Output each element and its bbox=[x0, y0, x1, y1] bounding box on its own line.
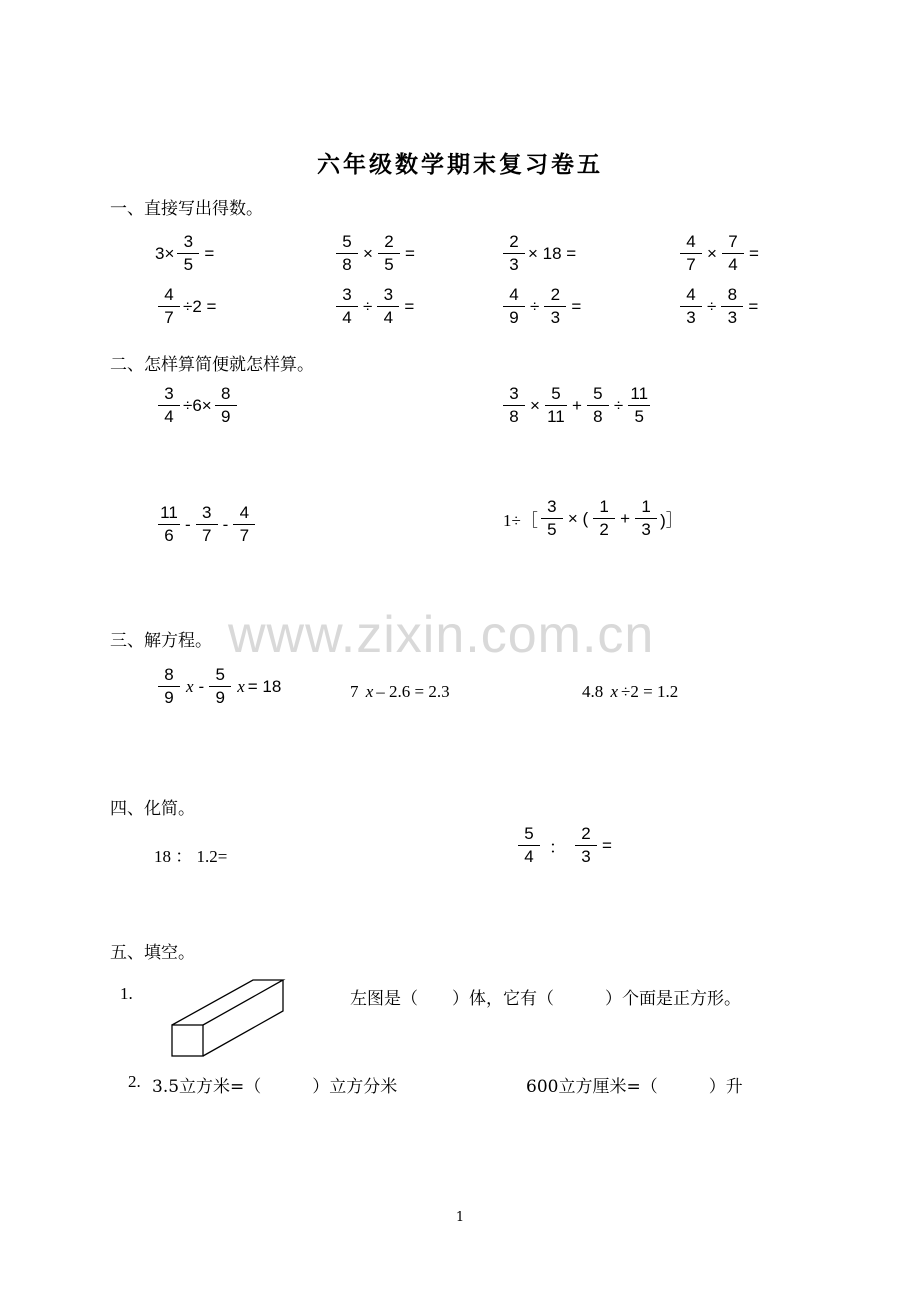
denominator: 9 bbox=[215, 688, 225, 707]
fraction bbox=[541, 497, 563, 540]
fraction-bar bbox=[503, 405, 525, 406]
fraction-bar bbox=[680, 253, 702, 254]
fraction bbox=[336, 285, 358, 328]
numerator: 4 bbox=[239, 503, 250, 522]
fraction-bar bbox=[503, 306, 525, 307]
numerator: 8 bbox=[727, 285, 738, 304]
numerator: 2 bbox=[581, 824, 591, 843]
q1-number: 1. bbox=[120, 984, 133, 1003]
s4-ratio-1: 18 ： 1.2= bbox=[154, 847, 228, 866]
fraction-bar bbox=[158, 405, 180, 406]
denominator: 2 bbox=[599, 520, 609, 539]
numerator: 3 bbox=[547, 497, 557, 516]
denominator: 5 bbox=[384, 255, 394, 274]
page-number: 1 bbox=[455, 1210, 465, 1225]
numerator: 5 bbox=[342, 232, 352, 251]
fraction bbox=[158, 503, 180, 546]
fraction-bar bbox=[545, 405, 567, 406]
denominator: 9 bbox=[220, 407, 231, 426]
numerator: 8 bbox=[220, 384, 231, 403]
fraction-bar bbox=[158, 306, 180, 307]
fraction bbox=[680, 232, 702, 275]
fraction bbox=[575, 824, 597, 867]
fraction bbox=[628, 384, 650, 427]
fraction bbox=[545, 384, 567, 427]
text: ÷6× bbox=[183, 395, 212, 415]
numerator: 7 bbox=[728, 232, 738, 251]
operator: - bbox=[198, 676, 205, 696]
section-3-heading: 三、解方程。 bbox=[110, 631, 212, 651]
denominator: 3 bbox=[686, 308, 696, 327]
fraction-bar bbox=[593, 518, 615, 519]
denominator: 7 bbox=[686, 255, 696, 274]
s2-problem-2 bbox=[500, 384, 653, 427]
operator: ÷ bbox=[530, 296, 540, 316]
numerator: 5 bbox=[593, 384, 603, 403]
equals: = bbox=[748, 243, 759, 263]
fraction bbox=[503, 384, 525, 427]
fraction bbox=[503, 232, 525, 275]
q2-part-b: 600立方厘米=（ ）升 bbox=[526, 1077, 743, 1097]
s3-equation-3 bbox=[582, 682, 678, 702]
cuboid-figure bbox=[168, 976, 288, 1060]
text: )］ bbox=[660, 511, 683, 530]
fraction bbox=[721, 285, 743, 328]
numerator: 1 bbox=[599, 497, 609, 516]
fraction-bar bbox=[587, 405, 609, 406]
denominator: 6 bbox=[164, 526, 174, 545]
text: – 2.6 = 2.3 bbox=[376, 682, 450, 701]
numerator: 4 bbox=[686, 232, 696, 251]
s3-equation-2 bbox=[350, 682, 450, 702]
equals: = bbox=[571, 296, 582, 316]
numerator: 3 bbox=[342, 285, 352, 304]
fraction bbox=[158, 384, 180, 427]
s2-problem-4 bbox=[503, 497, 683, 540]
fraction-bar bbox=[215, 405, 237, 406]
fraction bbox=[518, 824, 540, 867]
fraction-bar bbox=[635, 518, 657, 519]
fraction-bar bbox=[177, 253, 199, 254]
numerator: 2 bbox=[509, 232, 519, 251]
operator: - bbox=[185, 514, 191, 534]
s3-equation-1 bbox=[155, 665, 281, 708]
fraction bbox=[209, 665, 231, 708]
fraction-bar bbox=[158, 686, 180, 687]
numerator: 3 bbox=[383, 285, 394, 304]
denominator: 5 bbox=[183, 255, 194, 274]
fraction bbox=[158, 665, 180, 708]
text: 7 bbox=[350, 682, 363, 701]
numerator: 3 bbox=[201, 503, 212, 522]
s1-item-i bbox=[677, 285, 760, 328]
fraction-bar bbox=[377, 306, 399, 307]
fraction bbox=[593, 497, 615, 540]
section-1-heading: 一、直接写出得数。 bbox=[110, 199, 263, 219]
numerator: 5 bbox=[215, 665, 225, 684]
operator: ÷ bbox=[707, 296, 717, 316]
operator: × bbox=[363, 243, 373, 263]
q2-part-a: 3.5立方米=（ ）立方分米 bbox=[152, 1077, 398, 1097]
fraction-bar bbox=[518, 845, 540, 846]
denominator: 4 bbox=[383, 308, 394, 327]
denominator: 3 bbox=[509, 255, 519, 274]
fraction-bar bbox=[209, 686, 231, 687]
section-4-heading: 四、化简。 bbox=[110, 799, 195, 819]
denominator: 5 bbox=[634, 407, 644, 426]
fraction-bar bbox=[336, 253, 358, 254]
fraction bbox=[336, 232, 358, 275]
operator: × bbox=[530, 395, 540, 415]
denominator: 7 bbox=[164, 308, 174, 327]
denominator: 9 bbox=[509, 308, 519, 327]
numerator: 3 bbox=[509, 384, 519, 403]
s2-problem-1 bbox=[155, 384, 240, 427]
fraction bbox=[635, 497, 657, 540]
q1-text: 左图是（ ）体，它有（ ）个面是正方形。 bbox=[350, 989, 741, 1009]
fraction-bar bbox=[158, 524, 180, 525]
denominator: 4 bbox=[164, 407, 174, 426]
variable: x bbox=[365, 682, 374, 701]
fraction bbox=[158, 285, 180, 328]
numerator: 3 bbox=[164, 384, 174, 403]
denominator: 8 bbox=[342, 255, 352, 274]
text: = 18 bbox=[247, 676, 282, 696]
fraction-bar bbox=[336, 306, 358, 307]
numerator: 11 bbox=[160, 503, 178, 522]
denominator: 8 bbox=[509, 407, 519, 426]
s1-item-e bbox=[677, 232, 761, 275]
cuboid-front-face bbox=[172, 1025, 203, 1056]
operator: ： bbox=[549, 838, 566, 857]
denominator: 11 bbox=[547, 407, 565, 426]
numerator: 2 bbox=[384, 232, 394, 251]
s1-item-b bbox=[333, 232, 417, 275]
s4-ratio-2 bbox=[515, 824, 614, 867]
fraction bbox=[233, 503, 255, 546]
numerator: 4 bbox=[509, 285, 519, 304]
fraction bbox=[587, 384, 609, 427]
fraction-bar bbox=[628, 405, 650, 406]
equals: = bbox=[748, 296, 759, 316]
operator: + bbox=[620, 508, 631, 528]
fraction bbox=[722, 232, 744, 275]
section-2-heading: 二、怎样算简便就怎样算。 bbox=[110, 355, 314, 375]
fraction-bar bbox=[233, 524, 255, 525]
s1-item-a bbox=[155, 232, 216, 275]
fraction bbox=[196, 503, 218, 546]
numerator: 3 bbox=[183, 232, 194, 251]
text: 1÷［ bbox=[503, 511, 538, 530]
denominator: 4 bbox=[728, 255, 738, 274]
text: × 18 = bbox=[528, 243, 577, 263]
fraction bbox=[177, 232, 199, 275]
text: ÷2 = bbox=[183, 296, 217, 316]
denominator: 3 bbox=[641, 520, 651, 539]
denominator: 7 bbox=[239, 526, 250, 545]
cuboid-top-face bbox=[172, 980, 283, 1025]
operator: × ( bbox=[567, 508, 589, 528]
equals: = bbox=[404, 296, 415, 316]
s2-problem-3 bbox=[155, 503, 258, 546]
denominator: 3 bbox=[727, 308, 738, 327]
operator: ÷ bbox=[613, 395, 624, 415]
fraction bbox=[215, 384, 237, 427]
q2-number: 2. bbox=[128, 1072, 141, 1091]
variable: x bbox=[237, 676, 245, 696]
variable: x bbox=[186, 676, 194, 696]
denominator: 3 bbox=[550, 308, 561, 327]
denominator: 4 bbox=[524, 847, 534, 866]
denominator: 8 bbox=[593, 407, 603, 426]
equals: = bbox=[204, 243, 215, 263]
denominator: 3 bbox=[581, 847, 591, 866]
s1-item-h bbox=[500, 285, 583, 328]
operator: × bbox=[707, 243, 717, 263]
text: 4.8 bbox=[582, 682, 608, 701]
equals: = bbox=[602, 835, 612, 855]
denominator: 5 bbox=[547, 520, 557, 539]
numerator: 5 bbox=[524, 824, 534, 843]
fraction-bar bbox=[722, 253, 744, 254]
numerator: 4 bbox=[686, 285, 696, 304]
numerator: 1 bbox=[641, 497, 651, 516]
denominator: 9 bbox=[164, 688, 174, 707]
fraction-bar bbox=[721, 306, 743, 307]
denominator: 4 bbox=[342, 308, 352, 327]
fraction bbox=[544, 285, 566, 328]
page-title: 六年级数学期末复习卷五 bbox=[317, 152, 603, 178]
fraction-bar bbox=[541, 518, 563, 519]
fraction-bar bbox=[680, 306, 702, 307]
text: ÷2 = 1.2 bbox=[621, 682, 679, 701]
fraction-bar bbox=[544, 306, 566, 307]
equals: = bbox=[404, 243, 415, 263]
s1-item-g bbox=[333, 285, 416, 328]
s1-item-c bbox=[500, 232, 576, 275]
section-5-heading: 五、填空。 bbox=[110, 943, 195, 963]
text: 3× bbox=[155, 243, 175, 263]
fraction-bar bbox=[378, 253, 400, 254]
numerator: 8 bbox=[164, 665, 174, 684]
watermark: www.zixin.com.cn bbox=[228, 606, 655, 664]
fraction-bar bbox=[575, 845, 597, 846]
numerator: 4 bbox=[164, 285, 174, 304]
fraction-bar bbox=[503, 253, 525, 254]
denominator: 7 bbox=[201, 526, 212, 545]
operator: ÷ bbox=[363, 296, 373, 316]
fraction bbox=[503, 285, 525, 328]
operator: - bbox=[222, 514, 229, 534]
s1-item-f bbox=[155, 285, 216, 328]
fraction bbox=[378, 232, 400, 275]
numerator: 5 bbox=[551, 384, 561, 403]
fraction-bar bbox=[196, 524, 218, 525]
variable: x bbox=[610, 682, 619, 701]
fraction bbox=[377, 285, 399, 328]
operator: + bbox=[571, 395, 582, 415]
fraction bbox=[680, 285, 702, 328]
numerator: 11 bbox=[630, 384, 649, 403]
numerator: 2 bbox=[550, 285, 561, 304]
